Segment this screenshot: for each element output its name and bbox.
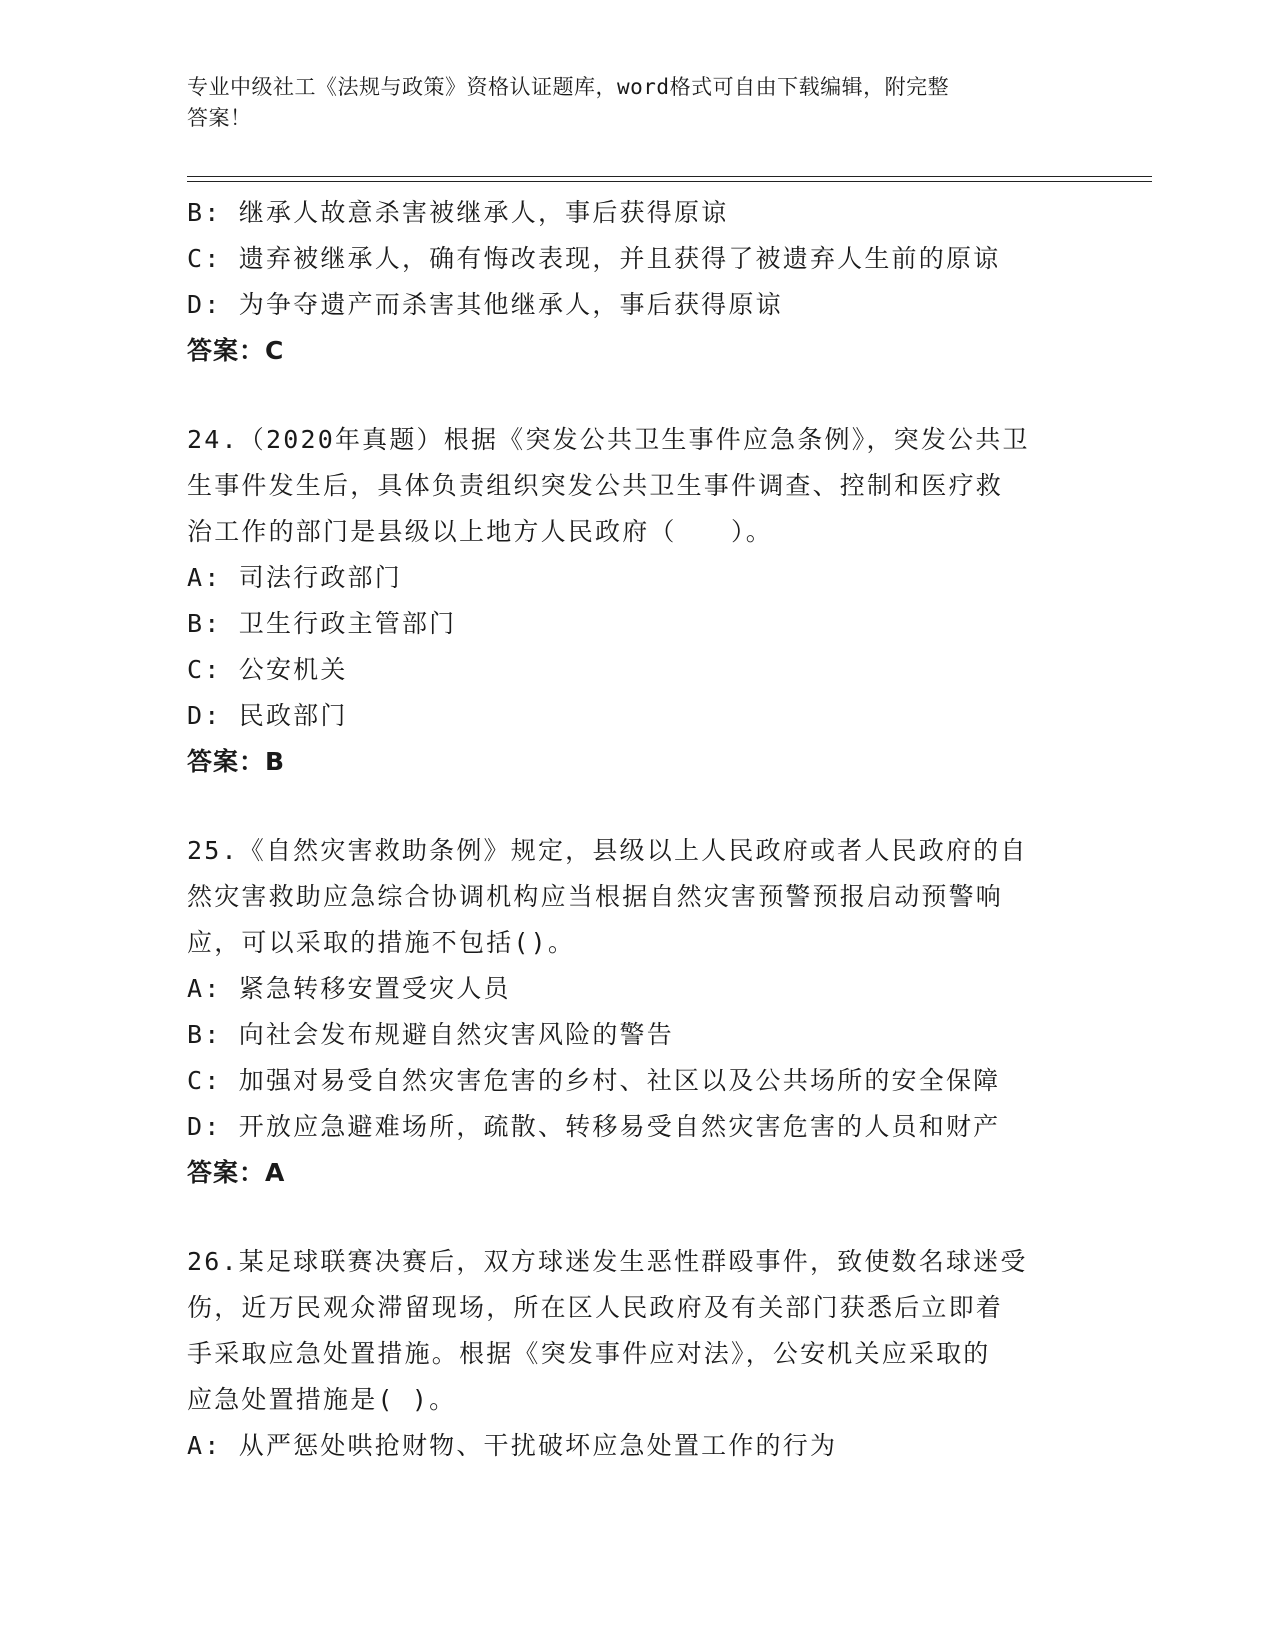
question-stem-line: 26.某足球联赛决赛后，双方球迷发生恶性群殴事件，致使数名球迷受 bbox=[187, 1247, 1028, 1276]
option-d: D: 民政部门 bbox=[187, 701, 348, 730]
header-line: 专业中级社工《法规与政策》资格认证题库，word格式可自由下载编辑，附完整 bbox=[187, 75, 950, 99]
question-continuation bbox=[187, 190, 1087, 374]
question-26 bbox=[187, 1239, 1087, 1469]
option-c: C: 公安机关 bbox=[187, 655, 348, 684]
question-stem-line: 24.（2020年真题）根据《突发公共卫生事件应急条例》，突发公共卫 bbox=[187, 425, 1030, 454]
option-d: D: 为争夺遗产而杀害其他继承人，事后获得原谅 bbox=[187, 290, 783, 319]
option-b: B: 卫生行政主管部门 bbox=[187, 609, 457, 638]
question-stem-line: 生事件发生后，具体负责组织突发公共卫生事件调查、控制和医疗救 bbox=[187, 471, 1004, 500]
page-header bbox=[187, 72, 1067, 134]
option-a: A: 从严惩处哄抢财物、干扰破坏应急处置工作的行为 bbox=[187, 1431, 838, 1460]
answer-label: 答案：A bbox=[187, 1158, 286, 1187]
option-a: A: 紧急转移安置受灾人员 bbox=[187, 974, 511, 1003]
option-d: D: 开放应急避难场所，疏散、转移易受自然灾害危害的人员和财产 bbox=[187, 1112, 1001, 1141]
question-24 bbox=[187, 417, 1087, 785]
option-c: C: 遗弃被继承人，确有悔改表现，并且获得了被遗弃人生前的原谅 bbox=[187, 244, 1001, 273]
question-25 bbox=[187, 828, 1087, 1196]
question-stem-line: 治工作的部门是县级以上地方人民政府（ ）。 bbox=[187, 517, 773, 546]
question-stem-line: 应急处置措施是( )。 bbox=[187, 1385, 457, 1414]
header-rule bbox=[187, 181, 1152, 182]
question-stem-line: 25.《自然灾害救助条例》规定，县级以上人民政府或者人民政府的自 bbox=[187, 836, 1028, 865]
answer-label: 答案：B bbox=[187, 747, 286, 776]
question-list bbox=[187, 190, 1087, 1469]
header-line: 答案！ bbox=[187, 106, 252, 130]
option-c: C: 加强对易受自然灾害危害的乡村、社区以及公共场所的安全保障 bbox=[187, 1066, 1001, 1095]
option-b: B: 向社会发布规避自然灾害风险的警告 bbox=[187, 1020, 674, 1049]
question-stem-line: 伤，近万民观众滞留现场，所在区人民政府及有关部门获悉后立即着 bbox=[187, 1293, 1004, 1322]
question-stem-line: 然灾害救助应急综合协调机构应当根据自然灾害预警预报启动预警响 bbox=[187, 882, 1004, 911]
question-stem-line: 应，可以采取的措施不包括()。 bbox=[187, 928, 576, 957]
answer-label: 答案：C bbox=[187, 336, 285, 365]
header-rule bbox=[187, 176, 1152, 177]
option-b: B: 继承人故意杀害被继承人，事后获得原谅 bbox=[187, 198, 729, 227]
question-stem-line: 手采取应急处置措施。根据《突发事件应对法》，公安机关应采取的 bbox=[187, 1339, 991, 1368]
option-a: A: 司法行政部门 bbox=[187, 563, 402, 592]
